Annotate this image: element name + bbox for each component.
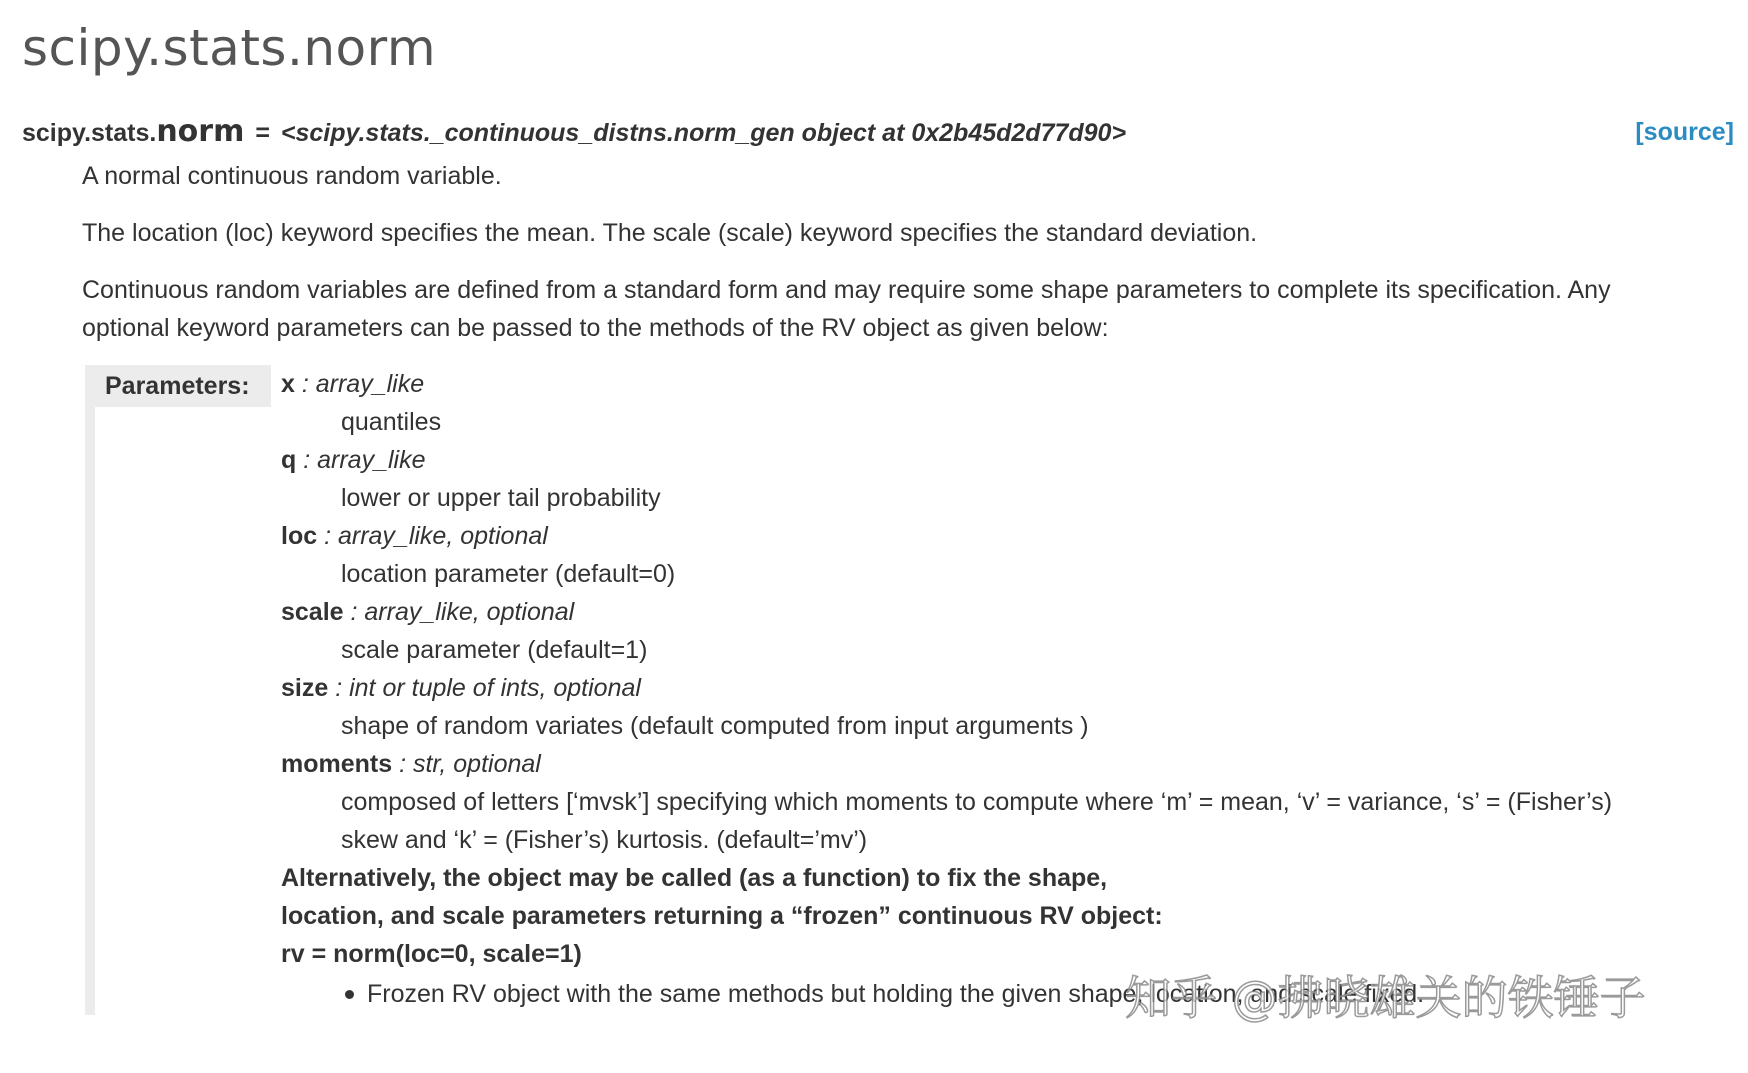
signature-equals: = [255,119,270,147]
frozen-note-line2: location, and scale parameters returning a “frozen” continuous RV object: [281,902,1163,930]
rv-example: rv = norm(loc=0, scale=1) [281,940,582,968]
parameters-heading-cell [95,365,271,407]
param-name: loc [281,522,318,550]
param-type: : int or tuple of ints, optional [328,674,641,702]
frozen-bullet-item: Frozen RV object with the same methods but holding the given shape, location, and scale fixed. [367,980,1425,1008]
param-size-term [281,669,641,707]
param-moments-term [281,745,541,783]
param-x-description: quantiles [341,408,442,436]
param-scale-description: scale parameter (default=1) [341,636,648,664]
param-name: x [281,370,295,398]
param-type: : array_like [294,370,425,398]
description-location-scale: The location (loc) keyword specifies the mean. The scale (scale) keyword specifies the standard deviation. [82,219,1258,247]
param-loc-term [281,517,548,555]
bullet-icon [345,990,354,999]
page-title: scipy.stats.norm [22,19,437,77]
param-size-description: shape of random variates (default computed from input arguments ) [341,712,1089,740]
parameters-heading: Parameters: [105,372,250,400]
param-name: scale [281,598,344,626]
param-moments-description-line1: composed of letters [‘mvsk’] specifying which moments to compute where ‘m’ = mean, ‘v’ = variance, ‘s’ = (Fisher’s) [341,788,1613,816]
param-type: : str, optional [392,750,541,778]
param-scale-term [281,593,574,631]
signature-object: <scipy.stats._continuous_distns.norm_gen object at 0x2b45d2d77d90> [280,119,1127,147]
param-x-term [281,365,424,403]
param-type: : array_like [296,446,426,474]
param-q-description: lower or upper tail probability [341,484,661,512]
watermark: 知乎 @拂晓雄关的铁锤子 [1125,971,1646,1025]
param-q-term [281,441,426,479]
frozen-note-line1: Alternatively, the object may be called (as a function) to fix the shape, [281,864,1108,892]
param-name: size [281,674,329,702]
param-type: : array_like, optional [317,522,548,550]
signature-prefix: scipy.stats. [22,119,157,147]
description-summary: A normal continuous random variable. [82,162,502,190]
param-loc-description: location parameter (default=0) [341,560,676,588]
param-moments-description-line2: skew and ‘k’ = (Fisher’s) kurtosis. (default=’mv’) [341,826,868,854]
description-continuous-line1: Continuous random variables are defined from a standard form and may require some shape parameters to complete its specification. Any [82,276,1611,304]
parameters-side-bar [85,365,95,1015]
signature-name: norm [156,114,245,149]
description-continuous [82,271,1708,347]
param-type: : array_like, optional [343,598,575,626]
description-continuous-line2: optional keyword parameters can be passed to the methods of the RV object as given below: [82,314,1109,342]
param-name: moments [281,750,393,778]
source-link[interactable]: [source] [1635,118,1734,146]
function-signature [22,112,1734,153]
param-name: q [281,446,297,474]
